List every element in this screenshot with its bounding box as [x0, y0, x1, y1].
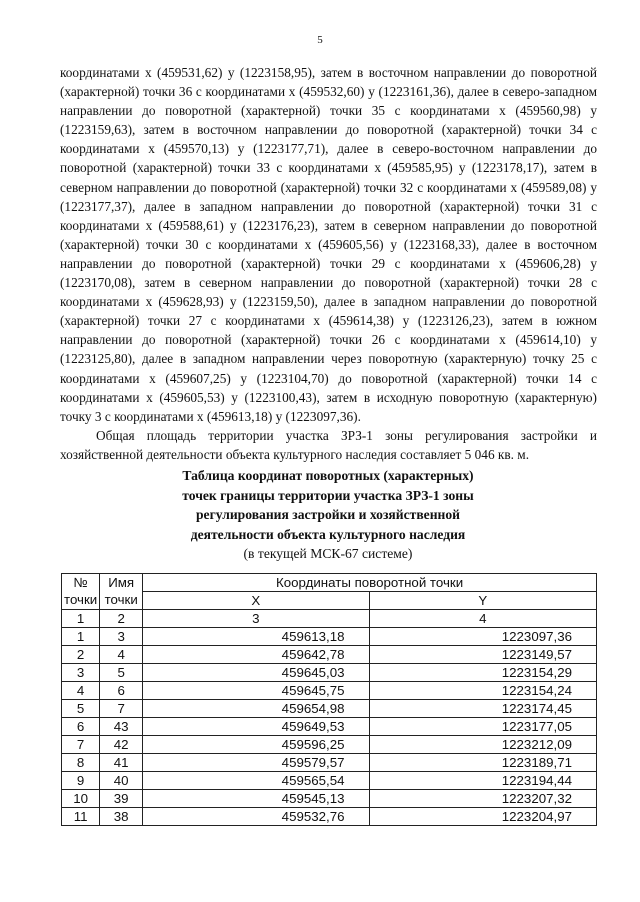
numbering-cell: 4	[369, 610, 596, 628]
cell-no: 3	[62, 664, 100, 682]
coordinates-table	[61, 573, 597, 826]
table-row	[62, 772, 597, 790]
table-body	[62, 628, 597, 826]
cell-y: 1223174,45	[369, 700, 596, 718]
cell-x: 459565,54	[143, 772, 369, 790]
cell-name: 43	[100, 718, 143, 736]
table-row	[62, 718, 597, 736]
cell-no: 8	[62, 754, 100, 772]
table-row	[62, 682, 597, 700]
cell-no: 2	[62, 646, 100, 664]
cell-x: 459545,13	[143, 790, 369, 808]
table-row	[62, 646, 597, 664]
numbering-cell: 2	[100, 610, 143, 628]
cell-x: 459579,57	[143, 754, 369, 772]
table-header-row	[62, 574, 597, 592]
header-point-number: №	[62, 574, 100, 592]
table-row	[62, 808, 597, 826]
header-point-name: Имя	[100, 574, 143, 592]
cell-name: 38	[100, 808, 143, 826]
header-y: Y	[369, 592, 596, 610]
header-point-number-cont: точки	[62, 592, 100, 610]
header-x: X	[143, 592, 369, 610]
numbering-cell: 1	[62, 610, 100, 628]
cell-x: 459613,18	[143, 628, 369, 646]
cell-name: 6	[100, 682, 143, 700]
cell-no: 10	[62, 790, 100, 808]
table-row	[62, 664, 597, 682]
cell-y: 1223097,36	[369, 628, 596, 646]
cell-x: 459645,75	[143, 682, 369, 700]
caption-line-2: точек границы территории участка ЗРЗ-1 зоны	[182, 487, 474, 503]
cell-y: 1223194,44	[369, 772, 596, 790]
cell-name: 40	[100, 772, 143, 790]
cell-no: 1	[62, 628, 100, 646]
cell-x: 459649,53	[143, 718, 369, 736]
table-row	[62, 700, 597, 718]
cell-no: 5	[62, 700, 100, 718]
caption-line-3: регулирования застройки и хозяйственной	[196, 507, 460, 522]
cell-name: 4	[100, 646, 143, 664]
cell-y: 1223177,05	[369, 718, 596, 736]
caption-line-4: деятельности объекта культурного наследия	[190, 526, 466, 542]
header-point-name-cont: точки	[100, 592, 143, 610]
paragraph-boundary-description: координатами x (459531,62) y (1223158,95), затем в восточном направлении до поворотной (характерной) точки 36 с координатами x (459532,60) y (1223161,36), далее в северо-западном направлении до поворотной (характерной) точки 35 с координатами x (459560,98) y (1223159,63), затем в восточном направлении до поворотной (характерной) точки 34 с координатами x (459570,13) y (1223177,71), далее в северо-восточном направлении до поворотной (характерной) точки 33 с координатами x (459585,95) y (1223178,17), затем в северном направлении до поворотной (характерной) точки 32 с координатами x (459589,08) y (1223177,37), далее в западном направлении до поворотной (характерной) точки 31 с координатами x (459588,61) y (1223176,23), затем в северном направлении до поворотной (характерной) точки 30 с координатами x (459605,56) y (1223168,33), далее в восточном направлении до поворотной (характерной) точки 29 с координатами x (459606,28) y (1223170,08), затем в северном направлении до поворотной (характерной) точки 28 с координатами x (459628,93) y (1223159,50), далее в западном направлении до поворотной (характерной) точки 27 с координатами x (459614,38) y (1223126,23), затем в южном направлении до поворотной (характерной) точки 26 с координатами x (459614,10) y (1223125,80), далее в западном направлении через поворотную (характерную) точку 25 с координатами x (459607,25) y (1223104,70) до поворотной (характерной) точки 14 с координатами x (459605,53) y (1223100,43), затем в исходную поворотную (характерную) точку 3 с координатами x (459613,18) y (1223097,36).	[60, 65, 597, 424]
table-row	[62, 628, 597, 646]
cell-y: 1223212,09	[369, 736, 596, 754]
cell-y: 1223189,71	[369, 754, 596, 772]
table-row	[62, 736, 597, 754]
paragraph-total-area: Общая площадь территории участка ЗРЗ-1 зоны регулирования застройки и хозяйственной деятельности объекта культурного наследия составляет 5 046 кв. м.	[60, 427, 597, 462]
cell-no: 7	[62, 736, 100, 754]
page-number: 5	[317, 34, 323, 46]
cell-no: 6	[62, 718, 100, 736]
table-numbering-row	[62, 610, 597, 628]
cell-no: 11	[62, 808, 100, 826]
header-coordinates: Координаты поворотной точки	[143, 574, 597, 592]
cell-name: 7	[100, 700, 143, 718]
cell-x: 459654,98	[143, 700, 369, 718]
numbering-cell: 3	[143, 610, 369, 628]
cell-x: 459596,25	[143, 736, 369, 754]
cell-name: 5	[100, 664, 143, 682]
cell-name: 3	[100, 628, 143, 646]
caption-coordinate-system: (в текущей МСК-67 системе)	[243, 546, 413, 561]
cell-x: 459532,76	[143, 808, 369, 826]
cell-name: 42	[100, 736, 143, 754]
cell-name: 41	[100, 754, 143, 772]
cell-x: 459645,03	[143, 664, 369, 682]
table-caption	[0, 466, 640, 564]
body-text	[60, 63, 597, 464]
caption-line-1: Таблица координат поворотных (характерных)	[182, 468, 474, 483]
cell-y: 1223204,97	[369, 808, 596, 826]
cell-name: 39	[100, 790, 143, 808]
cell-no: 9	[62, 772, 100, 790]
cell-y: 1223154,24	[369, 682, 596, 700]
cell-no: 4	[62, 682, 100, 700]
cell-y: 1223207,32	[369, 790, 596, 808]
cell-y: 1223149,57	[369, 646, 596, 664]
cell-y: 1223154,29	[369, 664, 596, 682]
table-row	[62, 754, 597, 772]
cell-x: 459642,78	[143, 646, 369, 664]
table-row	[62, 790, 597, 808]
table-header-row	[62, 592, 597, 610]
